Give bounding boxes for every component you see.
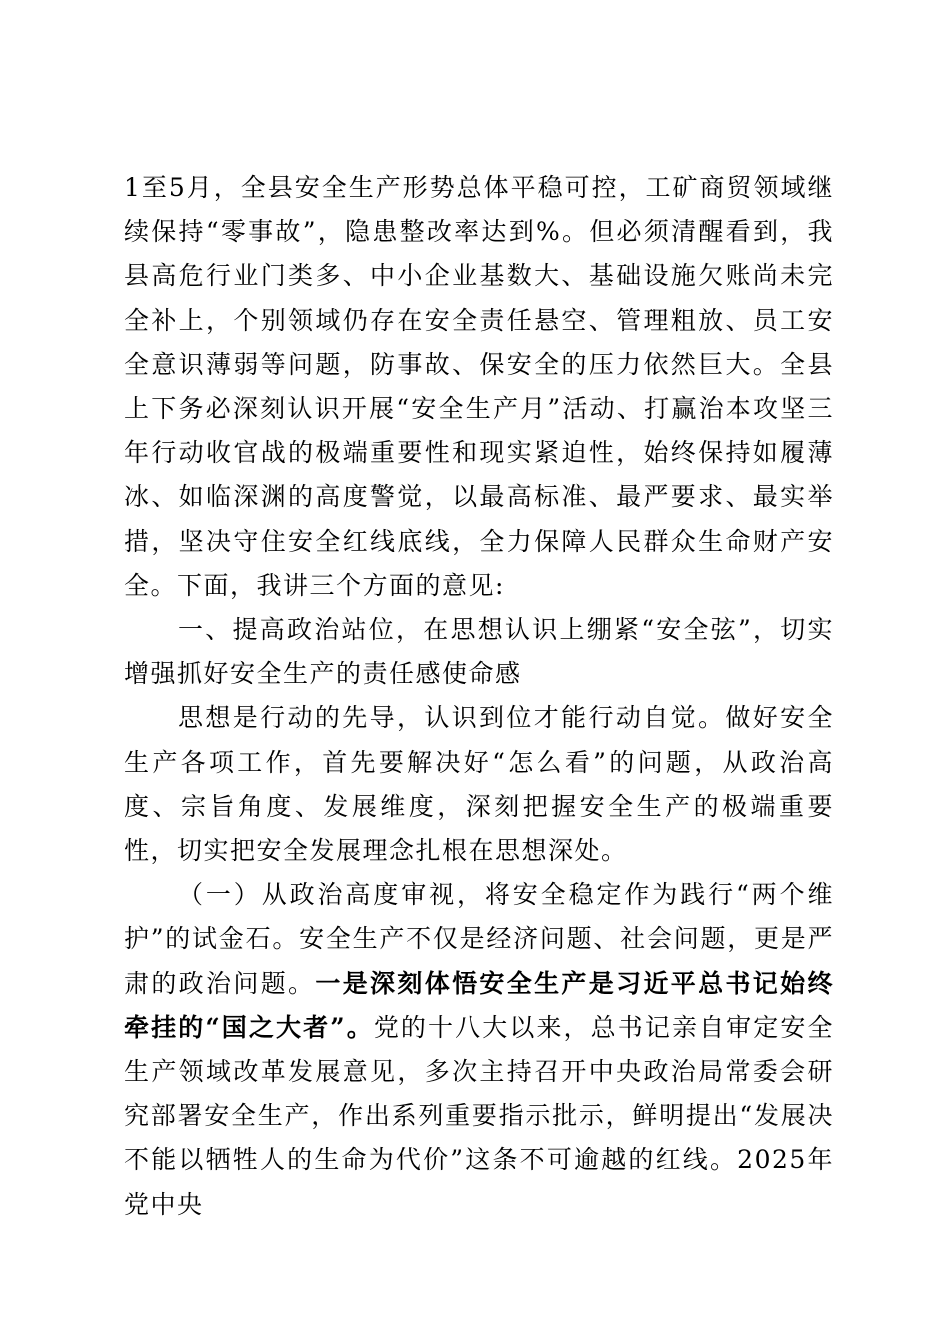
document-body: [124, 166, 834, 1227]
paragraph-thought-guide: 思想是行动的先导，认识到位才能行动自觉。做好安全生产各项工作，首先要解决好“怎么看”的问题，从政治高度、宗旨角度、发展维度，深刻把握安全生产的极端重要性，切实把安全发展理念扎根在思想深处。: [124, 703, 834, 866]
paragraph-intro: 1至5月，全县安全生产形势总体平稳可控，工矿商贸领域继续保持“零事故”，隐患整改率达到%。但必须清醒看到，我县高危行业门类多、中小企业基数大、基础设施欠账尚未完全补上，个别领域仍存在安全责任悬空、管理粗放、员工安全意识薄弱等问题，防事故、保安全的压力依然巨大。全县上下务必深刻认识开展“安全生产月”活动、打赢治本攻坚三年行动收官战的极端重要性和现实紧迫性，始终保持如履薄冰、如临深渊的高度警觉，以最高标准、最严要求、最实举措，坚决守住安全红线底线，全力保障人民群众生命财产安全。下面，我讲三个方面的意见:: [124, 173, 834, 600]
paragraph-political-height-start: （一）从政治高度审视，将安全稳定作为践行“两个维护”的试金石。安全生产不仅是经济问题、社会问题，更是严肃的政治问题。: [124, 880, 834, 998]
section-heading-one: 一、提高政治站位，在思想认识上绷紧“安全弦”，切实增强抓好安全生产的责任感使命感: [124, 615, 834, 689]
paragraph-political-height-end: 党的十八大以来，总书记亲自审定安全生产领域改革发展意见，多次主持召开中央政治局常委会研究部署安全生产，作出系列重要指示批示，鲜明提出“发展决不能以牺牲人的生命为代价”这条不可逾越的红线。2025年党中央: [124, 1012, 834, 1219]
paragraph-political-height: [124, 873, 834, 1227]
bold-key-point: 一是深刻体悟安全生产是习近平总书记始终牵挂的“国之大者”。: [124, 968, 834, 1042]
